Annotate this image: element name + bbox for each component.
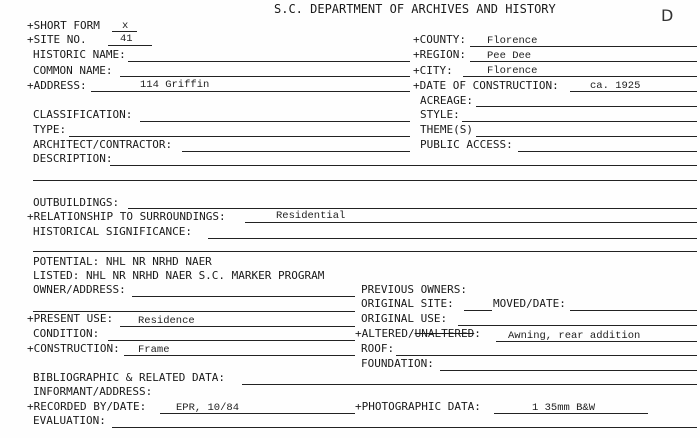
roof-line bbox=[396, 355, 697, 356]
acreage-label: ACREAGE: bbox=[420, 94, 473, 107]
owner-address-label: OWNER/ADDRESS: bbox=[33, 283, 126, 296]
present-use-line bbox=[120, 326, 355, 327]
altered-label bbox=[355, 328, 481, 340]
description-line-2 bbox=[33, 180, 697, 181]
address-value: 114 Griffin bbox=[140, 79, 210, 91]
informant-label: INFORMANT/ADDRESS: bbox=[33, 385, 153, 398]
form-title: S.C. DEPARTMENT OF ARCHIVES AND HISTORY bbox=[274, 2, 556, 16]
architect-line bbox=[182, 151, 410, 152]
themes-line bbox=[476, 136, 697, 137]
altered-line bbox=[496, 341, 697, 342]
present-use-label: +PRESENT USE: bbox=[27, 312, 114, 325]
altered-colon: : bbox=[474, 327, 481, 340]
evaluation-label: EVALUATION: bbox=[33, 414, 106, 427]
potential-label: POTENTIAL: NHL NR NRHD NAER bbox=[33, 255, 212, 268]
county-line bbox=[470, 46, 697, 47]
photographic-line bbox=[494, 413, 648, 414]
city-label: +CITY: bbox=[413, 64, 453, 77]
historic-name-line bbox=[128, 61, 410, 62]
previous-owners-label: PREVIOUS OWNERS: bbox=[361, 283, 467, 296]
classification-label: CLASSIFICATION: bbox=[33, 108, 133, 121]
historical-significance-line-1 bbox=[208, 238, 697, 239]
city-line bbox=[463, 76, 697, 77]
outbuildings-line bbox=[128, 208, 697, 209]
moved-date-line bbox=[570, 310, 697, 311]
date-construction-line bbox=[570, 91, 697, 92]
altered-value: Awning, rear addition bbox=[508, 330, 641, 342]
description-line-1 bbox=[110, 165, 697, 166]
recorded-by-value: EPR, 10/84 bbox=[176, 402, 240, 414]
photographic-value: 1 35mm B&W bbox=[532, 402, 596, 414]
common-name-label: COMMON NAME: bbox=[33, 64, 113, 77]
unaltered-struck: UNALTERED bbox=[414, 327, 475, 340]
corner-mark: D bbox=[661, 6, 674, 25]
site-no-label: +SITE NO. bbox=[27, 33, 87, 46]
foundation-line bbox=[440, 370, 697, 371]
altered-prefix: +ALTERED/ bbox=[355, 327, 415, 340]
evaluation-line bbox=[112, 427, 697, 428]
original-use-label: ORIGINAL USE: bbox=[361, 312, 448, 325]
acreage-line bbox=[476, 106, 697, 107]
historic-name-label: HISTORIC NAME: bbox=[33, 48, 126, 61]
bibliographic-line bbox=[242, 384, 697, 385]
region-label: +REGION: bbox=[413, 48, 466, 61]
recorded-by-label: +RECORDED BY/DATE: bbox=[27, 400, 147, 413]
moved-date-label: MOVED/DATE: bbox=[493, 297, 566, 310]
short-form-label: +SHORT FORM bbox=[27, 19, 100, 32]
relationship-value: Residential bbox=[276, 210, 346, 222]
listed-label: LISTED: NHL NR NRHD NAER S.C. MARKER PROGRAM bbox=[33, 269, 325, 282]
city-value: Florence bbox=[487, 65, 538, 77]
recorded-by-line bbox=[160, 413, 355, 414]
style-line bbox=[462, 121, 697, 122]
photographic-label: +PHOTOGRAPHIC DATA: bbox=[355, 400, 481, 413]
address-label: +ADDRESS: bbox=[27, 79, 87, 92]
region-value: Pee Dee bbox=[487, 50, 532, 62]
public-access-label: PUBLIC ACCESS: bbox=[420, 138, 513, 151]
foundation-label: FOUNDATION: bbox=[361, 357, 434, 370]
historical-significance-line-2 bbox=[33, 251, 697, 252]
address-line bbox=[91, 91, 410, 92]
region-line bbox=[470, 61, 697, 62]
description-label: DESCRIPTION: bbox=[33, 152, 113, 165]
type-label: TYPE: bbox=[33, 123, 67, 136]
date-construction-value: ca. 1925 bbox=[590, 80, 641, 92]
condition-label: CONDITION: bbox=[33, 327, 100, 340]
owner-address-line-1 bbox=[132, 296, 355, 297]
public-access-line bbox=[518, 151, 697, 152]
outbuildings-label: OUTBUILDINGS: bbox=[33, 196, 120, 209]
county-value: Florence bbox=[487, 35, 538, 47]
themes-label: THEME(S) bbox=[420, 123, 473, 136]
bibliographic-label: BIBLIOGRAPHIC & RELATED DATA: bbox=[33, 371, 226, 384]
architect-label: ARCHITECT/CONTRACTOR: bbox=[33, 138, 173, 151]
site-no-line bbox=[108, 45, 152, 46]
county-label: +COUNTY: bbox=[413, 33, 466, 46]
relationship-line bbox=[245, 222, 697, 223]
construction-label: +CONSTRUCTION: bbox=[27, 342, 120, 355]
type-line bbox=[69, 136, 410, 137]
original-use-line bbox=[458, 325, 697, 326]
original-site-label: ORIGINAL SITE: bbox=[361, 297, 454, 310]
relationship-label: +RELATIONSHIP TO SURROUNDINGS: bbox=[27, 210, 226, 223]
roof-label: ROOF: bbox=[361, 342, 395, 355]
short-form-value: x bbox=[122, 20, 129, 32]
site-no-value: 41 bbox=[120, 33, 133, 45]
date-construction-label: +DATE OF CONSTRUCTION: bbox=[413, 79, 559, 92]
original-site-line bbox=[464, 310, 492, 311]
construction-line bbox=[124, 355, 355, 356]
condition-line bbox=[108, 340, 355, 341]
construction-value: Frame bbox=[138, 344, 170, 356]
common-name-line bbox=[120, 76, 410, 77]
classification-line bbox=[140, 121, 410, 122]
short-form-line bbox=[112, 31, 137, 32]
present-use-value: Residence bbox=[138, 315, 195, 327]
style-label: STYLE: bbox=[420, 108, 460, 121]
historical-significance-label: HISTORICAL SIGNIFICANCE: bbox=[33, 225, 192, 238]
